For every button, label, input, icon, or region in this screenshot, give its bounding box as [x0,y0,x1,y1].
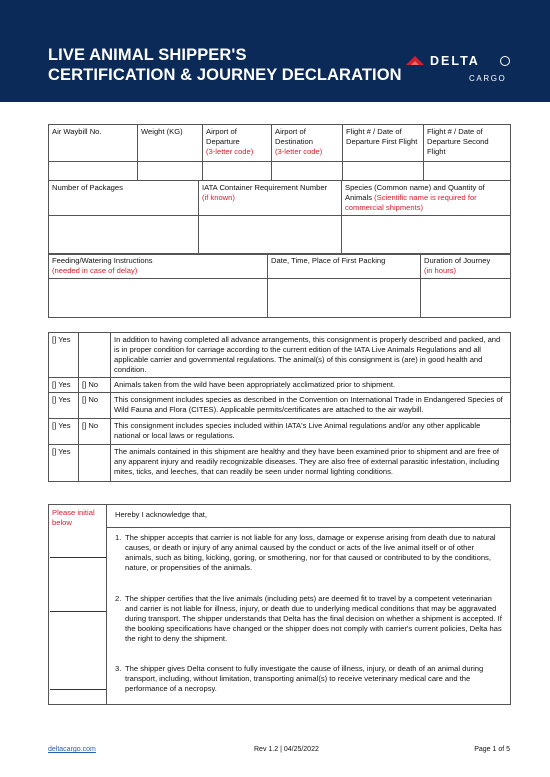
no-checkbox[interactable]: [] No [79,419,111,445]
container-note: (if known) [202,193,235,202]
yes-checkbox[interactable]: [] Yes [49,393,79,419]
species-header: Species (Common name) and Quantity of Animals (Scientific name is required for commercial shipments) [342,181,511,216]
declarations-table [48,332,511,482]
shipment-details-table [48,124,511,181]
declaration-text: The animals contained in this shipment are healthy and they have been examined prior to shipment and are free of any apparent injury and readily recognizable diseases. They are also free of external parasitic infestation, including mites, ticks, and leeches, that can readily be seen under normal lighting conditions. [111,445,511,482]
weight-header: Weight (KG) [138,125,203,162]
item-text: The shipper accepts that carrier is not liable for any loss, damage or expense arising from death due to natural causes, or death or injury of any animal caused by the conduct or acts of the live animal itself or of other animals, such as biting, kicking, goring, or smothering, nor for that caused or contributed to by the conditions, nature, or propensities of the animals. [125,533,496,572]
species-field[interactable] [342,216,511,255]
destination-header: Airport of Destination (3-letter code) [272,125,343,162]
logo-sub-text: CARGO [469,74,507,83]
website-link[interactable]: deltacargo.com [48,746,96,753]
declaration-row [49,419,511,445]
feeding-header: Feeding/Watering Instructions (needed in case of delay) [49,254,268,279]
declaration-row [49,445,511,482]
acknowledgement-intro: Hereby I acknowledge that, [107,505,511,528]
no-checkbox [79,445,111,482]
acknowledgement-item [115,594,502,644]
declaration-text: In addition to having completed all advance arrangements, this consignment is properly described and packed, and is in proper condition for carriage according to the current edition of the IATA Live Animals Regulations and all applicable carrier and governmental regulations. The animal(s) of this consignment is (are) in good health and condition. [111,333,511,378]
second-flight-header: Flight # / Date of Departure Second Flight [424,125,511,162]
yes-checkbox[interactable]: [] Yes [49,333,79,378]
origin-note: (3-letter code) [206,147,254,156]
yes-checkbox[interactable]: [] Yes [49,419,79,445]
yes-checkbox[interactable]: [] Yes [49,378,79,393]
origin-header: Airport of Departure (3-letter code) [203,125,272,162]
item-text: The shipper gives Delta consent to fully investigate the cause of illness, injury, or death of an animal during transport, including, without limitation, transporting animal(s) to receive veterinary medical care and the performance of a necropsy. [125,663,484,693]
first-flight-header: Flight # / Date of Departure First Flight [343,125,424,162]
first-packing-field[interactable] [268,279,421,318]
initial-line-2[interactable] [50,611,106,612]
destination-note: (3-letter code) [275,147,323,156]
species-note: (Scientific name is required for commercial shipments) [345,193,477,212]
acknowledgement-table [48,504,511,705]
first-packing-header: Date, Time, Place of First Packing [268,254,421,279]
packages-header: Number of Packages [49,181,199,216]
item-text: The shipper certifies that the live animals (including pets) are deemed fit to travel by a competent veterinarian and carrier is not liable for illness, injury, or death due to underlying medical conditions that may be aggravated during transport. The shipper understands that Delta has the final decision on whether a shipment is accepted. If the booking specifications have changed or the shipper does not comply with carrier's current policies, Delta has the right to deny the shipment. [125,593,502,643]
yes-checkbox[interactable]: [] Yes [49,445,79,482]
declaration-row [49,378,511,393]
no-checkbox[interactable]: [] No [79,393,111,419]
origin-field[interactable] [203,162,272,181]
declaration-text: Animals taken from the wild have been appropriately acclimatized prior to shipment. [111,378,511,393]
packages-field[interactable] [49,216,199,255]
page-number: Page 1 of 5 [474,746,510,753]
destination-field[interactable] [272,162,343,181]
item-number: 1. [115,533,122,542]
first-flight-field[interactable] [343,162,424,181]
weight-field[interactable] [138,162,203,181]
feeding-note: (needed in case of delay) [52,266,138,275]
container-field[interactable] [199,216,342,255]
no-checkbox[interactable]: [] No [79,378,111,393]
feeding-field[interactable] [49,279,268,318]
duration-header: Duration of Journey (in hours) [421,254,511,279]
duration-note: (in hours) [424,266,457,275]
initials-column [49,505,107,705]
title-line-1: LIVE ANIMAL SHIPPER'S [48,46,247,64]
air-waybill-field[interactable] [49,162,138,181]
journey-table [48,253,511,318]
initial-line-3[interactable] [50,689,106,690]
declaration-text: This consignment includes species as described in the Convention on International Trade in Endangered Species of Wild Fauna and Flora (CITES). Applicable permits/certificates are attached to the air waybill. [111,393,511,419]
registered-globe-icon [500,56,510,66]
packages-species-table [48,180,511,255]
logo-brand-text: DELTA [430,54,480,68]
declaration-row [49,333,511,378]
title-line-2: CERTIFICATION & JOURNEY DECLARATION [48,66,402,84]
item-number: 3. [115,663,122,673]
document-title [48,45,402,85]
second-flight-field[interactable] [424,162,511,181]
item-number: 2. [115,593,122,603]
duration-field[interactable] [421,279,511,318]
declaration-row [49,393,511,419]
document-header [0,0,550,102]
container-header: IATA Container Requirement Number (if known) [199,181,342,216]
acknowledgement-item [115,664,502,694]
no-checkbox [79,333,111,378]
declaration-text: This consignment includes species included within IATA's Live Animal regulations and/or any other applicable national or local laws or regulations. [111,419,511,445]
air-waybill-header: Air Waybill No. [49,125,138,162]
initial-label: Please initial below [52,508,95,527]
delta-cargo-logo [406,52,510,86]
acknowledgement-item [115,533,502,573]
revision-label: Rev 1.2 | 04/25/2022 [254,746,319,753]
initial-line-1[interactable] [50,557,106,558]
